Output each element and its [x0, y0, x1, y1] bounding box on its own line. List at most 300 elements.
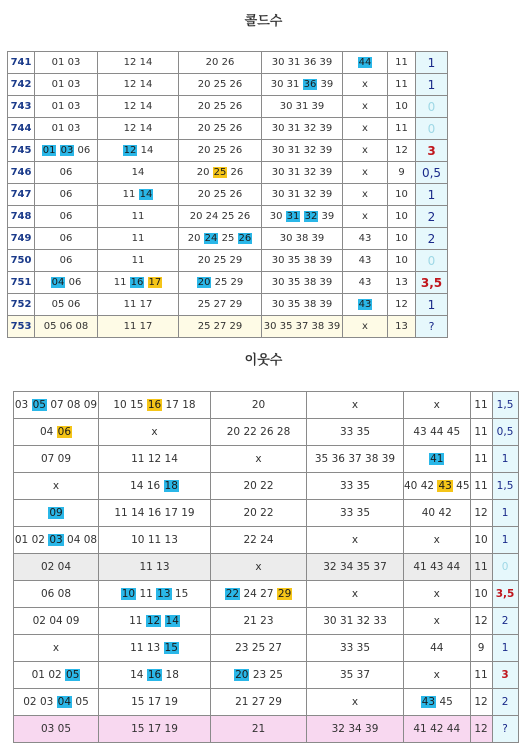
number-cell [99, 473, 211, 500]
number-cell [98, 184, 179, 206]
highlighted-number: 13 [157, 588, 171, 600]
number-cell [211, 392, 307, 419]
number-cell [388, 250, 416, 272]
cell-text: x [433, 615, 440, 627]
cell-text: 25 [221, 211, 235, 222]
table-row [8, 272, 448, 294]
cell-text: 02 [23, 696, 37, 708]
cell-text: 42 [420, 480, 435, 492]
number-cell [211, 446, 307, 473]
cell-text: 06 [77, 145, 91, 156]
cell-text: 11 [113, 277, 127, 288]
cell-text: 11 [474, 669, 488, 681]
number-cell [470, 419, 492, 446]
number-cell [35, 184, 98, 206]
number-cell [211, 527, 307, 554]
number-cell [262, 206, 343, 228]
cell-text: 2 [501, 696, 509, 708]
result-cell [492, 608, 518, 635]
number-cell [35, 162, 98, 184]
number-cell [211, 635, 307, 662]
cell-text: 12 [395, 299, 408, 310]
result-cell [492, 473, 518, 500]
number-cell [211, 500, 307, 527]
cell-text: 10 [474, 534, 488, 546]
number-cell [470, 716, 492, 743]
number-cell [14, 473, 99, 500]
cell-text: 05 [57, 723, 72, 735]
cell-text: 05 [43, 321, 57, 332]
number-cell [404, 581, 471, 608]
cell-text: 38 [311, 321, 325, 332]
cell-text: 20 [251, 399, 266, 411]
table-row [14, 635, 519, 662]
cell-text: x [362, 211, 368, 222]
round-cell [8, 206, 35, 228]
number-cell [404, 608, 471, 635]
number-cell [179, 140, 262, 162]
number-cell [211, 473, 307, 500]
cell-text: 35 [356, 480, 371, 492]
number-cell [98, 140, 179, 162]
cell-text: 20 [197, 189, 211, 200]
cell-text: 05 [51, 299, 65, 310]
cell-text: 11 [131, 255, 145, 266]
round-cell [8, 250, 35, 272]
cell-text: 15 [131, 723, 145, 735]
number-cell [404, 419, 471, 446]
cell-text: 20 [197, 145, 211, 156]
cell-text: 02 [31, 534, 45, 546]
cell-text: 31 [286, 79, 300, 90]
cell-text: 03 [67, 101, 81, 112]
cell-text: 21 [243, 615, 257, 627]
number-cell [262, 74, 343, 96]
cell-text: 06 [59, 233, 73, 244]
cell-text: 20 [196, 167, 210, 178]
cell-text: 0 [501, 561, 509, 573]
cell-text: 9 [477, 642, 485, 654]
number-cell [14, 500, 99, 527]
cell-text: 06 [59, 255, 73, 266]
number-cell [307, 473, 404, 500]
number-cell [343, 74, 388, 96]
result-cell [492, 662, 518, 689]
result-cell [416, 272, 448, 294]
cell-text: 37 [295, 321, 309, 332]
number-cell [404, 662, 471, 689]
cell-text: 03 [39, 696, 54, 708]
cell-text: 31 [287, 189, 301, 200]
table-row [8, 294, 448, 316]
cell-text: 14 [139, 79, 153, 90]
number-cell [98, 250, 179, 272]
number-cell [343, 96, 388, 118]
highlighted-number: 18 [164, 480, 178, 492]
number-cell [14, 419, 99, 446]
number-cell [179, 250, 262, 272]
number-cell [99, 608, 211, 635]
cell-text: 20 [243, 507, 257, 519]
cell-text: 11 [122, 189, 136, 200]
number-cell [35, 272, 98, 294]
number-cell [179, 272, 262, 294]
cell-text: 30 [271, 167, 285, 178]
cell-text: 17 [147, 696, 162, 708]
cell-text: 25 [213, 189, 227, 200]
cell-text: 19 [181, 507, 195, 519]
number-cell [179, 162, 262, 184]
cell-text: 39 [320, 79, 334, 90]
cell-text: 14 [140, 145, 154, 156]
cell-text: 38 [303, 299, 317, 310]
number-cell [388, 96, 416, 118]
cell-text: 25 [197, 321, 211, 332]
number-cell [404, 554, 471, 581]
cell-text: 39 [365, 723, 379, 735]
number-cell [307, 554, 404, 581]
result-cell [416, 96, 448, 118]
cell-text: 22 [243, 534, 257, 546]
cell-text: 12 [123, 123, 137, 134]
cell-text: 35 [356, 426, 371, 438]
cell-text: 03 [67, 79, 81, 90]
cell-text: 1,5 [496, 480, 514, 492]
number-cell [388, 184, 416, 206]
cell-text: x [255, 561, 262, 573]
cell-text: 30 [271, 57, 285, 68]
table-row [8, 118, 448, 140]
table-row [14, 446, 519, 473]
cell-text: 04 [67, 534, 81, 546]
cell-text: 36 [331, 453, 345, 465]
cell-text: 26 [229, 101, 243, 112]
cell-text: 1 [427, 297, 436, 312]
number-cell [99, 554, 211, 581]
cell-text: 11 [131, 233, 145, 244]
cell-text: 39 [311, 101, 325, 112]
cell-text: 10 [395, 233, 408, 244]
cell-text: x [351, 534, 359, 546]
cell-text: 25 [213, 145, 227, 156]
result-cell [416, 316, 448, 338]
number-cell [343, 250, 388, 272]
number-cell [470, 662, 492, 689]
number-cell [343, 52, 388, 74]
number-cell [470, 608, 492, 635]
highlighted-number: 16 [147, 669, 162, 681]
result-cell [492, 689, 518, 716]
cell-text: 24 [205, 211, 219, 222]
cell-text: 39 [319, 145, 333, 156]
number-cell [179, 118, 262, 140]
number-cell [262, 118, 343, 140]
number-cell [470, 473, 492, 500]
cell-text: 742 [10, 79, 32, 90]
cell-text: 19 [164, 696, 178, 708]
table-row [14, 716, 519, 743]
table-row [8, 316, 448, 338]
cell-text: 27 [268, 642, 282, 654]
table-row [14, 554, 519, 581]
number-cell [98, 294, 179, 316]
cell-text: 17 [164, 507, 178, 519]
number-cell [179, 294, 262, 316]
neighbor-numbers-title: 이웃수 [244, 353, 283, 368]
cell-text: 44 [430, 642, 444, 654]
table-row [14, 473, 519, 500]
cell-text: 12 [123, 79, 137, 90]
cell-text: 10 [395, 255, 408, 266]
cell-text: 14 [130, 480, 144, 492]
cell-text: 07 [40, 453, 55, 465]
cell-text: 13 [164, 534, 178, 546]
number-cell [343, 272, 388, 294]
cell-text: 11 [474, 453, 488, 465]
cell-text: 30 [263, 321, 277, 332]
number-cell [343, 316, 388, 338]
cell-text: x [151, 426, 158, 438]
cell-text: 3 [427, 143, 436, 158]
highlighted-number: 06 [57, 426, 72, 438]
cell-text: 0 [427, 121, 436, 136]
number-cell [307, 581, 404, 608]
cell-text: 11 [131, 453, 145, 465]
number-cell [388, 52, 416, 74]
cell-text: 20 [197, 101, 211, 112]
cell-text: 29 [229, 321, 243, 332]
table-row [8, 96, 448, 118]
cell-text: 43 [358, 233, 372, 244]
table-row [14, 500, 519, 527]
cell-text: 16 [147, 507, 162, 519]
cell-text: 43 [358, 255, 372, 266]
result-cell [416, 52, 448, 74]
cell-text: 32 [331, 723, 345, 735]
cell-text: 0,5 [496, 426, 514, 438]
number-cell [35, 96, 98, 118]
cell-text: 12 [395, 145, 408, 156]
number-cell [262, 52, 343, 74]
cell-text: 1 [501, 507, 509, 519]
number-cell [262, 162, 343, 184]
cell-text: 1 [501, 453, 509, 465]
cell-text: 741 [10, 57, 32, 68]
cell-text: 746 [10, 167, 32, 178]
cell-text: 11 [139, 561, 153, 573]
round-cell [8, 96, 35, 118]
table-row [8, 206, 448, 228]
highlighted-number: 22 [225, 588, 240, 600]
number-cell [262, 140, 343, 162]
cell-text: 26 [237, 211, 251, 222]
cell-text: 01 [51, 57, 65, 68]
cell-text: 05 [75, 696, 89, 708]
cell-text: 20 [187, 233, 201, 244]
highlighted-number: 09 [49, 507, 63, 519]
number-cell [307, 446, 404, 473]
cell-text: x [52, 642, 60, 654]
cell-text: ? [428, 320, 435, 333]
cell-text: 20 [226, 426, 241, 438]
cell-text: 753 [10, 321, 32, 332]
cell-text: 30 [269, 211, 283, 222]
number-cell [179, 206, 262, 228]
cell-text: 10 [395, 101, 408, 112]
highlighted-number: 04 [51, 277, 65, 288]
highlighted-number: 24 [204, 233, 218, 244]
cell-text: 23 [260, 615, 274, 627]
number-cell [98, 118, 179, 140]
cell-text: 35 [314, 453, 329, 465]
cell-text: 45 [439, 696, 453, 708]
cell-text: 1 [501, 642, 509, 654]
cell-text: 35 [356, 642, 371, 654]
cell-text: 38 [303, 277, 317, 288]
number-cell [99, 662, 211, 689]
cell-text: 14 [139, 101, 153, 112]
cell-text: 02 [48, 669, 62, 681]
highlighted-number: 05 [66, 669, 80, 681]
cell-text: 12 [123, 57, 137, 68]
number-cell [404, 392, 471, 419]
cell-text: 21 [235, 696, 249, 708]
cell-text: 44 [446, 561, 461, 573]
number-cell [35, 316, 98, 338]
number-cell [470, 500, 492, 527]
cell-text: 31 [287, 123, 301, 134]
cell-text: 1 [427, 187, 436, 202]
table-row [14, 689, 519, 716]
cell-text: 30 [279, 233, 293, 244]
cell-text: 11 [474, 480, 488, 492]
result-cell [416, 140, 448, 162]
cell-text: 10 [395, 189, 408, 200]
cell-text: 32 [356, 615, 371, 627]
cell-text: 26 [229, 79, 243, 90]
number-cell [99, 635, 211, 662]
cell-text: 39 [319, 189, 333, 200]
cell-text: 0,5 [421, 165, 442, 180]
number-cell [470, 689, 492, 716]
highlighted-number: 16 [147, 399, 162, 411]
cell-text: 32 [303, 145, 317, 156]
neighbor-numbers-table [13, 391, 519, 743]
cell-text: 12 [474, 696, 488, 708]
cell-text: 20 [205, 57, 219, 68]
cell-text: 32 [303, 123, 317, 134]
number-cell [262, 250, 343, 272]
highlighted-number: 16 [130, 277, 144, 288]
cell-text: 17 [139, 321, 153, 332]
highlighted-number: 20 [235, 669, 249, 681]
table-row [14, 581, 519, 608]
number-cell [262, 228, 343, 250]
number-cell [470, 392, 492, 419]
cell-text: 01 [14, 534, 29, 546]
cell-text: 27 [260, 588, 274, 600]
number-cell [14, 662, 99, 689]
cell-text: 14 [164, 453, 178, 465]
cell-text: 40 [421, 507, 436, 519]
number-cell [307, 527, 404, 554]
cell-text: 39 [381, 453, 396, 465]
cell-text: 32 [303, 167, 317, 178]
cell-text: 30 [270, 79, 284, 90]
cell-text: 45 [446, 426, 461, 438]
number-cell [388, 140, 416, 162]
cell-text: 32 [303, 189, 317, 200]
highlighted-number: 14 [139, 189, 153, 200]
cell-text: 20 [197, 79, 211, 90]
cell-text: 30 [271, 277, 285, 288]
result-cell [416, 206, 448, 228]
cell-text: 31 [287, 167, 301, 178]
cell-text: 0 [427, 253, 436, 268]
cell-text: 26 [230, 167, 244, 178]
cell-text: 747 [10, 189, 32, 200]
round-cell [8, 52, 35, 74]
number-cell [404, 446, 471, 473]
cell-text: 11 [123, 299, 137, 310]
cell-text: 35 [339, 669, 354, 681]
cold-numbers-title: 콜드수 [244, 14, 283, 29]
number-cell [98, 52, 179, 74]
cell-text: 9 [398, 167, 405, 178]
cell-text: x [362, 145, 368, 156]
cell-text: 21 [251, 723, 266, 735]
number-cell [35, 118, 98, 140]
number-cell [404, 689, 471, 716]
cell-text: 36 [303, 57, 317, 68]
cell-text: 10 [113, 399, 127, 411]
number-cell [404, 716, 471, 743]
cell-text: 08 [83, 534, 98, 546]
cell-text: 07 [50, 399, 64, 411]
cell-text: 44 [446, 723, 461, 735]
result-cell [492, 419, 518, 446]
table-row [14, 608, 519, 635]
cell-text: 22 [243, 426, 257, 438]
number-cell [343, 184, 388, 206]
cell-text: 45 [456, 480, 470, 492]
round-cell [8, 162, 35, 184]
cell-text: 12 [474, 507, 488, 519]
cell-text: 29 [229, 255, 243, 266]
number-cell [14, 527, 99, 554]
cell-text: 34 [348, 723, 362, 735]
cell-text: 13 [395, 321, 408, 332]
cell-text: 17 [165, 399, 179, 411]
cell-text: 29 [229, 299, 243, 310]
number-cell [388, 118, 416, 140]
cell-text: 33 [339, 480, 354, 492]
number-cell [388, 272, 416, 294]
cell-text: 03 [67, 123, 81, 134]
cell-text: 11 [395, 123, 408, 134]
cell-text: 39 [319, 299, 333, 310]
number-cell [470, 527, 492, 554]
number-cell [388, 74, 416, 96]
cell-text: 14 [139, 57, 153, 68]
cell-text: 12 [474, 723, 488, 735]
cell-text: 39 [321, 211, 335, 222]
cell-text: 15 [130, 399, 144, 411]
cell-text: 2 [427, 231, 436, 246]
cell-text: 31 [287, 145, 301, 156]
number-cell [99, 581, 211, 608]
cell-text: 10 [131, 534, 145, 546]
